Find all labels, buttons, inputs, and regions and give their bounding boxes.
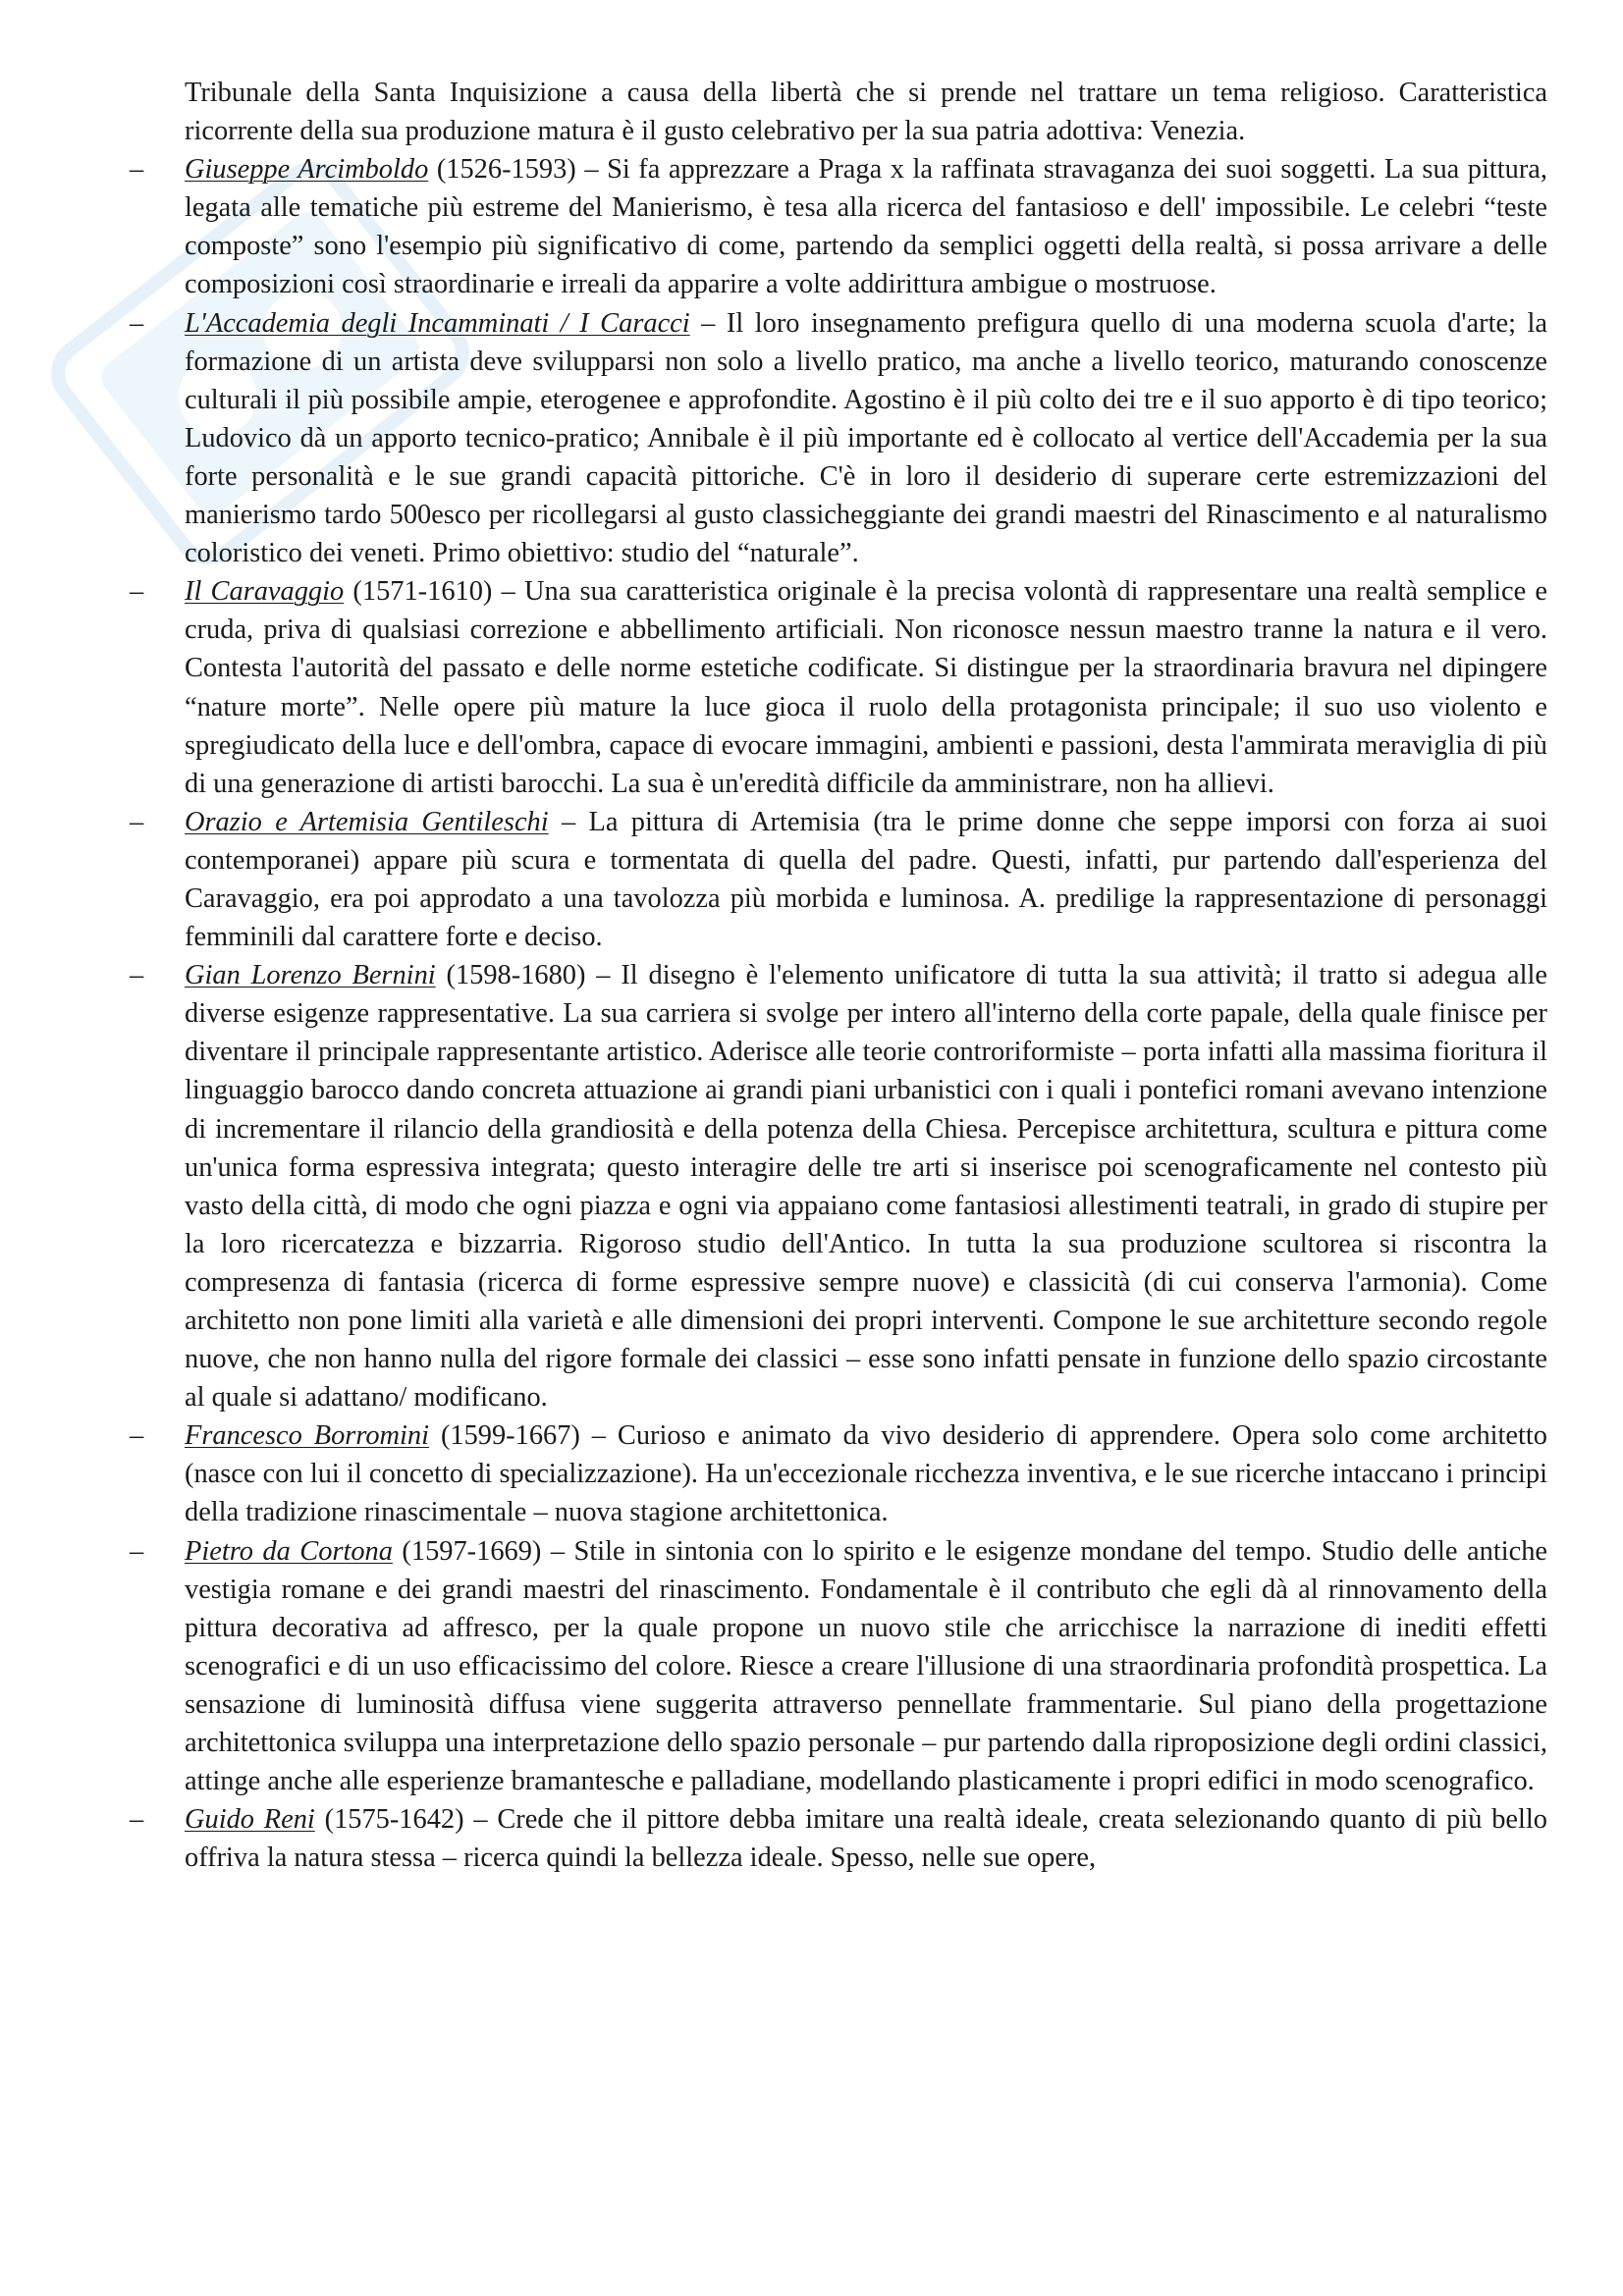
bullet-dash: – bbox=[130, 960, 144, 991]
list-item bbox=[130, 304, 1547, 573]
list-item bbox=[130, 1532, 1547, 1801]
bullet-dash: – bbox=[130, 307, 144, 339]
list-item bbox=[130, 572, 1548, 803]
artist-name: Francesco Borromini bbox=[185, 1420, 430, 1452]
artist-name: Il Caravaggio bbox=[185, 576, 345, 608]
artist-description: – Una sua caratteristica originale è la precisa volontà di rappresentare una realtà semplice e cruda, priva di qualsiasi correzione e abbellimento artificiali. Non riconosce nessun maestro tranne la natura e il vero. Contesta l'autorità del passato e delle norme estetiche codificate. Si distingue per la straordinaria bravura nel dipingere “nature morte”. Nelle opere più mature la luce gioca il ruolo della protagonista principale; il suo uso violento e spregiudicato della luce e dell'ombra, capace di evocare immagini, ambienti e passioni, desta l'ammirata meraviglia di più di una generazione di artisti barocchi. La sua è un'eredità difficile da amministrare, non ha allievi. bbox=[185, 576, 1548, 799]
list-item bbox=[130, 956, 1548, 1416]
artist-description: – Il disegno è l'elemento unificatore di tutta la sua attività; il tratto si adegua alle diverse esigenze rappresentative. La sua carriera si svolge per intero all'interno della corte papale, della quale finisce per diventare il principale rappresentante artistico. Aderisce alle teorie controriformiste – porta infatti alla massima fioritura il linguaggio barocco dando concreta attuazione ai grandi piani urbanistici con i quali i pontefici romani avevano intenzione di incrementare il rilancio della grandiosità e della potenza della Chiesa. Percepisce architettura, scultura e pittura come un'unica forma espressiva integrata; questo interagire delle tre arti si inserisce poi scenograficamente nel contesto più vasto della città, di modo che ogni piazza e ogni via appaiano come fantasiosi allestimenti teatrali, in grado di stupire per la loro ricercatezza e bizzarria. Rigoroso studio dell'Antico. In tutta la sua produzione scultorea si riscontra la compresenza di fantasia (ricerca di forme espressive sempre nuove) e classicità (di cui conserva l'armonia). Come architetto non pone limiti alla varietà e alle dimensioni dei propri interventi. Compone le sue architetture secondo regole nuove, che non hanno nulla del rigore formale dei classici – esse sono infatti pensate in funzione dello spazio circostante al quale si adattano/ modificano. bbox=[185, 960, 1548, 1414]
intro-paragraph: Tribunale della Santa Inquisizione a causa della libertà che si prende nel trattare un tema religioso. Caratteristica ricorrente della sua produzione matura è il gusto celebrativo per la sua patria adottiva: Venezia. bbox=[185, 78, 1547, 147]
artist-description: – Stile in sintonia con lo spirito e le esigenze mondane del tempo. Studio delle antiche vestigia romane e dei grandi maestri del rinascimento. Fondamentale è il contributo che egli dà al rinnovamento della pittura decorativa ad affresco, per la quale propone un nuovo stile che arricchisce la narrazione di inediti effetti scenografici e di un uso efficacissimo del colore. Riesce a creare l'illusione di una straordinaria profondità prospettica. La sensazione di luminosità diffusa viene suggerita attraverso pennellate frammentarie. Sul piano della progettazione architettonica sviluppa una interpretazione dello spazio personale – pur partendo dalla riproposizione degli ordini classici, attinge anche alle esperienze bramantesche e palladiane, modellando plasticamente i propri edifici in modo scenografico. bbox=[185, 1535, 1547, 1797]
artist-dates: (1597-1669) bbox=[392, 1535, 542, 1567]
artist-list bbox=[130, 150, 1548, 1877]
artist-description: – Il loro insegnamento prefigura quello di una moderna scuola d'arte; la formazione di un artista deve svilupparsi non solo a livello pratico, ma anche a livello teorico, maturando conoscenze culturali il più possibile ampie, eterogenee e approfondite. Agostino è il più colto dei tre e il suo apporto è di tipo teorico; Ludovico dà un apporto tecnico-pratico; Annibale è il più importante ed è collocato al vertice dell'Accademia per la sua forte personalità e le sue grandi capacità pittoriche. C'è in loro il desiderio di superare certe estremizzazioni del manierismo tardo 500esco per ricollegarsi al gusto classicheggiante dei grandi maestri del Rinascimento e al naturalismo coloristico dei veneti. Primo obiettivo: studio del “naturale”. bbox=[185, 307, 1547, 569]
artist-name: L'Accademia degli Incamminati / I Caracci bbox=[185, 307, 690, 339]
artist-name: Giuseppe Arcimboldo bbox=[185, 154, 429, 186]
artist-dates: (1571-1610) bbox=[344, 576, 493, 608]
bullet-dash: – bbox=[130, 1804, 144, 1836]
artist-dates: (1526-1593) bbox=[428, 154, 576, 186]
list-item bbox=[130, 803, 1547, 956]
artist-dates: (1575-1642) bbox=[314, 1804, 464, 1836]
list-item bbox=[130, 150, 1548, 303]
bullet-dash: – bbox=[130, 154, 144, 186]
artist-dates: (1599-1667) bbox=[429, 1420, 580, 1452]
list-item bbox=[130, 1416, 1548, 1531]
artist-name: Guido Reni bbox=[185, 1804, 315, 1836]
bullet-dash: – bbox=[130, 806, 144, 837]
bullet-dash: – bbox=[130, 576, 144, 608]
artist-description: – Curioso e animato da vivo desiderio di apprendere. Opera solo come architetto (nasce con lui il concetto di specializzazione). Ha un'eccezionale ricchezza inventiva, e le sue ricerche intaccano i principi della tradizione rinascimentale – nuova stagione architettonica. bbox=[185, 1420, 1548, 1528]
bullet-dash: – bbox=[130, 1535, 144, 1567]
artist-description: – Si fa apprezzare a Praga x la raffinata stravaganza dei suoi soggetti. La sua pittura, legata alle tematiche più estreme del Manierismo, è tesa alla ricerca del fantasioso e dell' impossibile. Le celebri “teste composte” sono l'esempio più significativo di come, partendo da semplici oggetti della realtà, si possa arrivare a delle composizioni così straordinarie e irreali da apparire a volte addirittura ambigue o mostruose. bbox=[185, 154, 1548, 300]
artist-description: – La pittura di Artemisia (tra le prime donne che seppe imporsi con forza ai suoi contemporanei) appare più scura e tormentata di quella del padre. Questi, infatti, pur partendo dall'esperienza del Caravaggio, era poi approdato a una tavolozza più morbida e luminosa. A. predilige la rappresentazione di personaggi femminili dal carattere forte e deciso. bbox=[185, 806, 1547, 953]
artist-name: Pietro da Cortona bbox=[185, 1535, 393, 1567]
artist-name: Gian Lorenzo Bernini bbox=[185, 960, 436, 991]
list-item bbox=[130, 1800, 1547, 1877]
artist-dates: (1598-1680) bbox=[435, 960, 586, 991]
document-body bbox=[130, 74, 1548, 1877]
artist-description: – Crede che il pittore debba imitare una realtà ideale, creata selezionando quanto di più bello offriva la natura stessa – ricerca quindi la bellezza ideale. Spesso, nelle sue opere, bbox=[185, 1804, 1547, 1874]
bullet-dash: – bbox=[130, 1420, 144, 1452]
artist-name: Orazio e Artemisia Gentileschi bbox=[185, 806, 549, 837]
